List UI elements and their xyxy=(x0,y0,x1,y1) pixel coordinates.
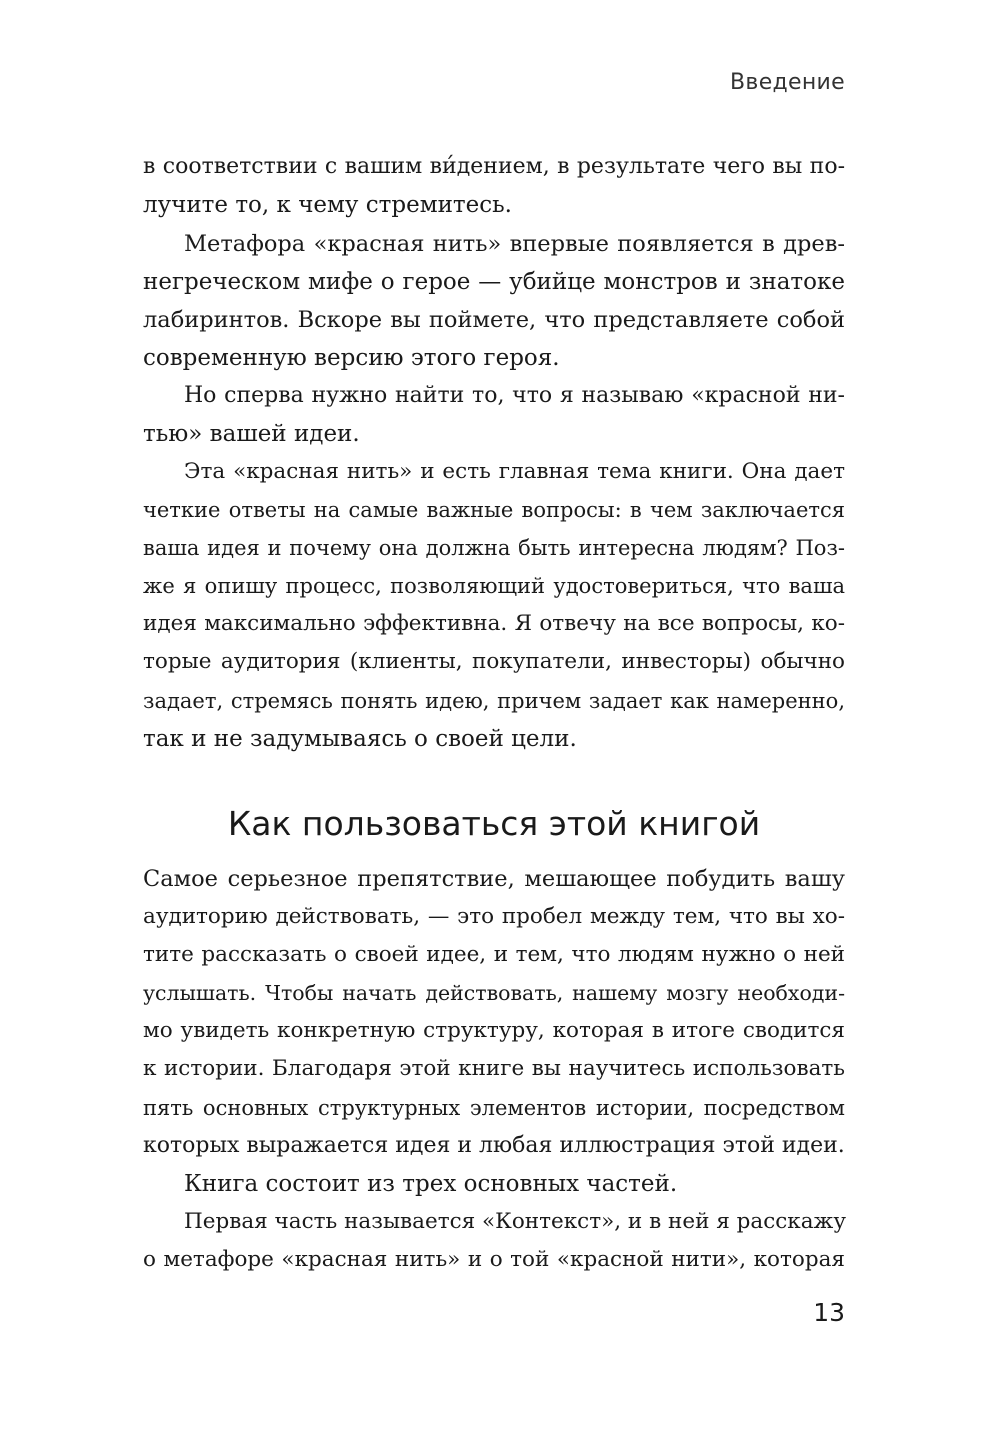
text-line: торые аудитория (клиенты, покупатели, инвесторы) обычно xyxy=(143,649,845,674)
text-line: к истории. Благодаря этой книге вы научитесь использовать xyxy=(143,1056,845,1081)
text-line: ваша идея и почему она должна быть интересна людям? Поз- xyxy=(143,536,845,560)
text-line: Метафора «красная нить» впервые появляется в древ- xyxy=(184,231,845,257)
page-number: 13 xyxy=(813,1298,845,1327)
section-heading: Как пользоваться этой книгой xyxy=(227,804,761,843)
text-line: Книга состоит из трех основных частей. xyxy=(184,1171,678,1197)
text-line: тью» вашей идеи. xyxy=(143,421,360,447)
text-line: которых выражается идея и любая иллюстрация этой идеи. xyxy=(143,1133,845,1158)
running-head: Введение xyxy=(730,70,845,95)
text-line: аудиторию действовать, — это пробел между тем, что вы хо- xyxy=(143,904,845,929)
text-line: современную версию этого героя. xyxy=(143,345,560,371)
text-line: Первая часть называется «Контекст», и в ней я расскажу xyxy=(184,1209,846,1234)
text-line: услышать. Чтобы начать действовать, нашему мозгу необходи- xyxy=(143,981,845,1005)
text-line: мо увидеть конкретную структуру, которая в итоге сводится xyxy=(143,1018,845,1043)
text-line: пять основных структурных элементов истории, посредством xyxy=(143,1096,845,1120)
text-line: Самое серьезное препятствие, мешающее побудить вашу xyxy=(143,866,845,892)
text-line: четкие ответы на самые важные вопросы: в чем заключается xyxy=(143,498,845,522)
text-line: негреческом мифе о герое — убийце монстров и знатоке xyxy=(143,269,845,295)
text-line: идея максимально эффективна. Я отвечу на все вопросы, ко- xyxy=(143,611,845,636)
text-line: Но сперва нужно найти то, что я называю «красной ни- xyxy=(184,383,845,408)
text-line: же я опишу процесс, позволяющий удостовериться, что ваша xyxy=(143,574,845,598)
text-line: задает, стремясь понять идею, причем задает как намеренно, xyxy=(143,689,845,713)
text-line: тите рассказать о своей идее, и тем, что людям нужно о ней xyxy=(143,942,845,967)
text-line: в соответствии с вашим ви́дением, в результате чего вы по- xyxy=(143,154,845,179)
text-line: Эта «красная нить» и есть главная тема книги. Она дает xyxy=(184,459,845,484)
text-line: так и не задумываясь о своей цели. xyxy=(143,726,577,752)
text-line: лучите то, к чему стремитесь. xyxy=(143,192,512,218)
text-line: лабиринтов. Вскоре вы поймете, что представляете собой xyxy=(143,307,845,333)
text-line: о метафоре «красная нить» и о той «красной нити», которая xyxy=(143,1247,845,1272)
